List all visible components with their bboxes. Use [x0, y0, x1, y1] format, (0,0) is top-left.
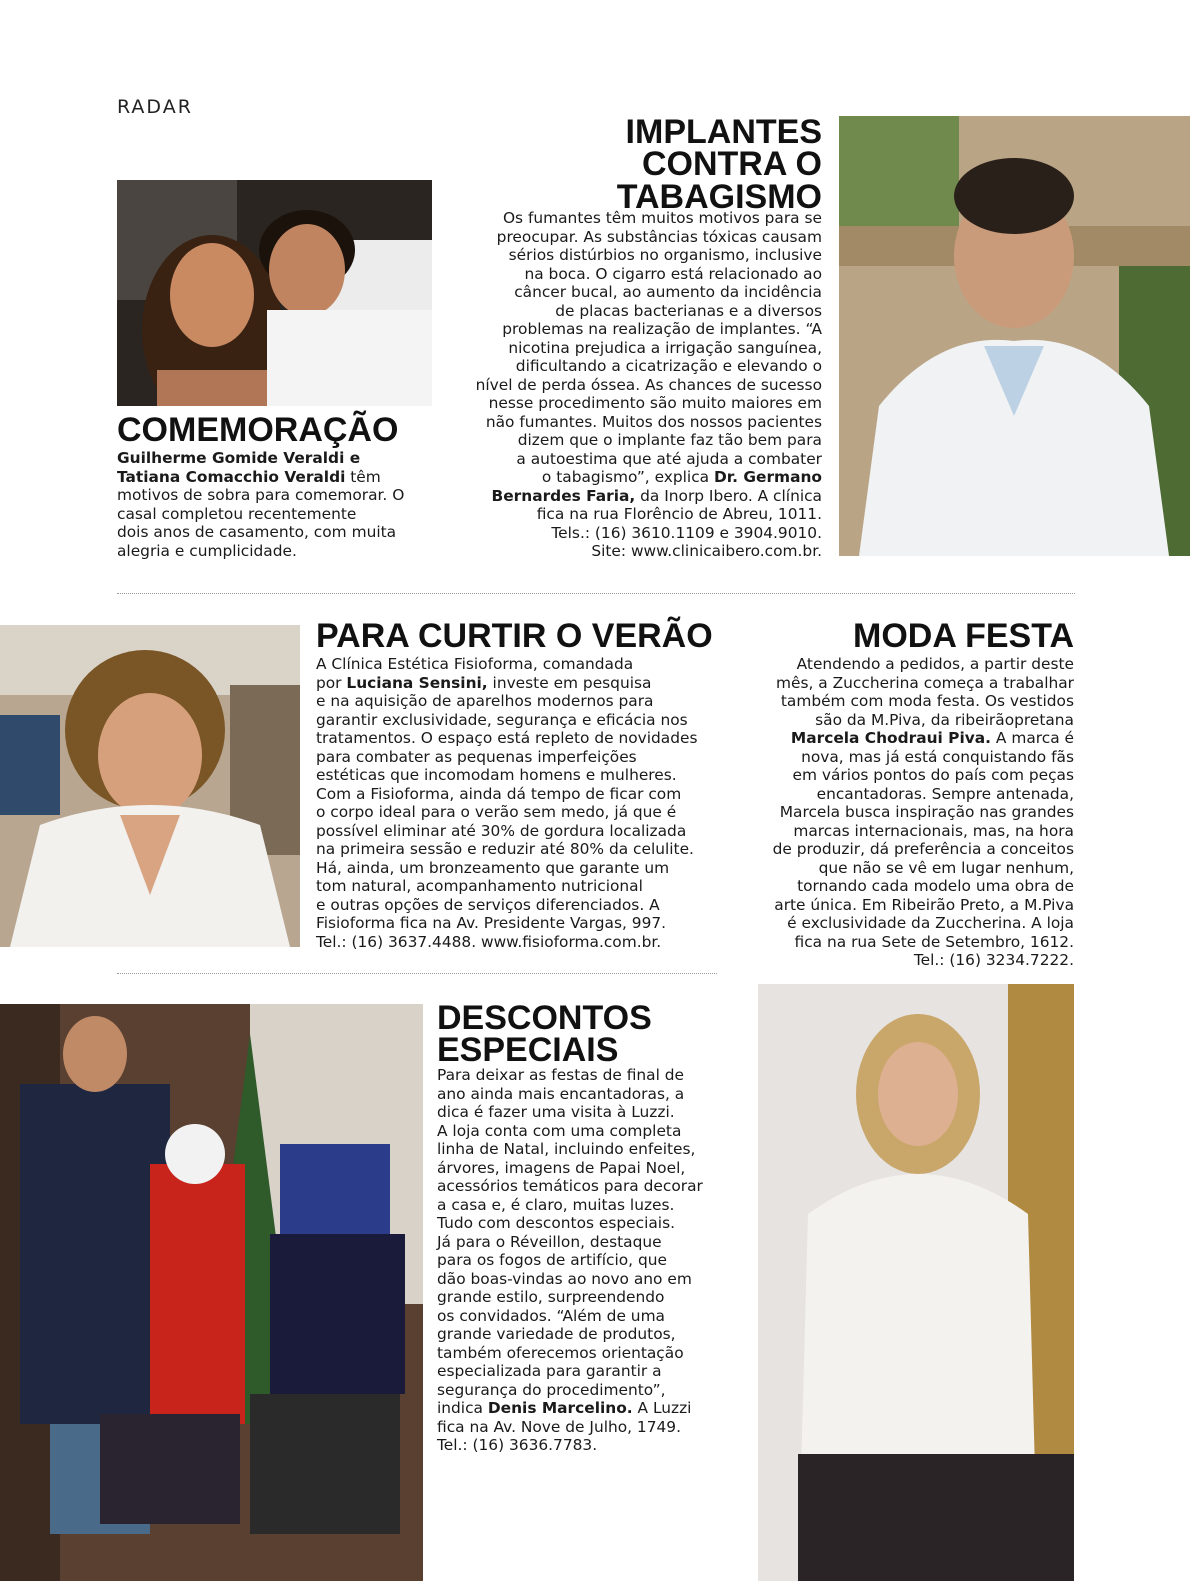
comemoracao-names: Guilherme Gomide Veraldi e Tatiana Comacchio Veraldi: [117, 449, 361, 486]
moda-title: MODA FESTA: [853, 617, 1074, 655]
comemoracao-text: têm motivos de sobra para comemorar. O casal completou recentemente dois anos de casamento, com muita alegria e cumplicidade.: [117, 467, 405, 560]
descontos-text-b: A Luzzi fica na Av. Nove de Julho, 1749. Tel.: (16) 3636.7783.: [437, 1399, 692, 1454]
implantes-body: [472, 209, 822, 561]
moda-name: Marcela Chodraui Piva.: [790, 729, 992, 747]
implantes-title-line-2: CONTRA O: [641, 145, 822, 184]
descontos-title-line-2: ESPECIAIS: [437, 1031, 619, 1070]
section-label: RADAR: [117, 96, 193, 118]
descontos-body: [437, 1066, 737, 1455]
implantes-text-b: da Inorp Ibero. A clínica fica na rua Florêncio de Abreu, 1011. Tels.: (16) 3610.1109 e 3904.9010. Site: www.clinicaibero.com.br.: [536, 486, 822, 560]
comemoracao-body: [117, 449, 437, 560]
verao-title: PARA CURTIR O VERÃO: [316, 617, 713, 655]
implantes-title-line-1: IMPLANTES: [625, 113, 822, 151]
dentist-photo: [839, 116, 1190, 556]
comemoracao-title: COMEMORAÇÃO: [117, 411, 399, 449]
divider-rule-2: [117, 973, 717, 974]
divider-rule-1: [117, 593, 1075, 594]
implantes-title: [616, 113, 822, 216]
marcela-photo: [758, 984, 1074, 1581]
implantes-name: Dr. Germano Bernardes Faria,: [491, 468, 822, 505]
verao-text-b: investe em pesquisa e na aquisição de aparelhos modernos para garantir exclusividade, segurança e eficácia nos tratamentos. O espaço está repleto de novidades para combater as pequenas imperfeições estéticas que incomodam homens e mulheres. Com a Fisioforma, ainda dá tempo de ficar com o corpo ideal para o verão sem medo, já que é possível eliminar até 30% de gordura localizada na primeira sessão e reduzir até 80% da celulite. Há, ainda, um bronzeamento que garante um tom natural, acompanhamento nutricional e outras opções de serviços diferenciados. A Fisioforma fica na Av. Presidente Vargas, 997. Tel.: (16) 3637.4488. www.fisioforma.com.br.: [316, 673, 698, 951]
verao-body: [316, 655, 726, 951]
verao-name: Luciana Sensini,: [346, 673, 488, 692]
store-photo: [0, 1004, 423, 1581]
moda-text-a: Atendendo a pedidos, a partir deste mês, a Zuccherina começa a trabalhar também com moda festa. Os vestidos são da M.Piva, da ribeirãopretana: [776, 655, 1074, 729]
descontos-title: [437, 999, 652, 1070]
descontos-text-a: Para deixar as festas de final de ano ainda mais encantadoras, a dica é fazer uma visita à Luzzi. A loja conta com uma completa linha de Natal, incluindo enfeites, árvores, imagens de Papai Noel, acessórios temáticos para decorar a casa e, é claro, muitas luzes. Tudo com descontos especiais. Já para o Réveillon, destaque para os fogos de artifício, que dão boas-vindas ao novo ano em grande estilo, surpreendendo os convidados. “Além de uma grande variedade de produtos, também oferecemos orientação especializada para garantir a segurança do procedimento”, indica: [437, 1066, 703, 1417]
verao-text-a: A Clínica Estética Fisioforma, comandada por: [316, 655, 634, 692]
implantes-text-a: Os fumantes têm muitos motivos para se preocupar. As substâncias tóxicas causam sérios distúrbios no organismo, inclusive na boca. O cigarro está relacionado ao câncer bucal, ao aumento da incidência de placas bacterianas e a diversos problemas na realização de implantes. “A nicotina prejudica a irrigação sanguínea, dificultando a cicatrização e elevando o nível de perda óssea. As chances de sucesso nesse procedimento são muito maiores em não fumantes. Muitos dos nossos pacientes dizem que o implante faz tão bem para a autoestima que até ajuda a combater o tabagismo”, explica: [475, 209, 822, 486]
descontos-name: Denis Marcelino.: [487, 1399, 633, 1417]
luciana-photo: [0, 625, 300, 947]
couple-photo: [117, 180, 432, 406]
moda-text-b: A marca é nova, mas já está conquistando fãs em vários pontos do país com peças encantadoras. Sempre antenada, Marcela busca inspiração nas grandes marcas internacionais, mas, na hora de produzir, dá preferência a conceitos que não se vê em lugar nenhum, tornando cada modelo uma obra de arte única. Em Ribeirão Preto, a M.Piva é exclusividade da Zuccherina. A loja fica na rua Sete de Setembro, 1612. Tel.: (16) 3234.7222.: [772, 729, 1074, 969]
implantes-title-line-3: TABAGISMO: [616, 177, 822, 216]
moda-body: [744, 655, 1074, 970]
descontos-title-line-1: DESCONTOS: [437, 999, 652, 1037]
